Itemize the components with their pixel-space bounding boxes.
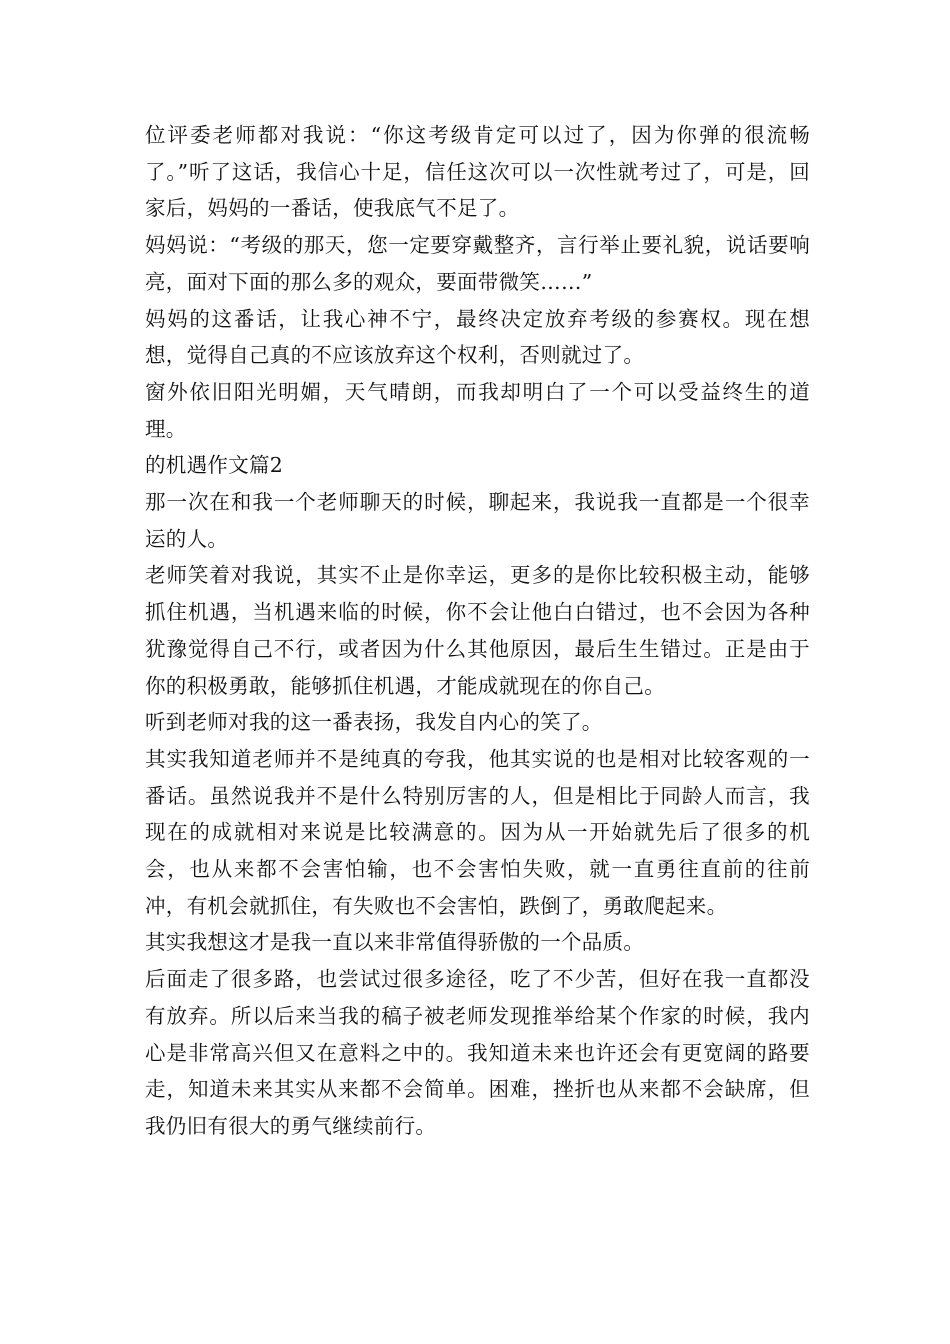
- paragraph: 后面走了很多路，也尝试过很多途径，吃了不少苦，但好在我一直都没有放弃。所以后来当我的稿子被老师发现推举给某个作家的时候，我内心是非常高兴但又在意料之中的。我知道未来也许还会有更宽阔的路要走，知道未来其实从来都不会简单。困难，挫折也从来都不会缺席，但我仍旧有很大的勇气继续前行。: [145, 967, 810, 1138]
- section-title: 的机遇作文篇2: [145, 453, 284, 478]
- document-body: [145, 117, 810, 1145]
- paragraph: 其实我想这才是我一直以来非常值得骄傲的一个品质。: [145, 930, 645, 955]
- paragraph: 其实我知道老师并不是纯真的夸我，他其实说的也是相对比较客观的一番话。虽然说我并不是什么特别厉害的人，但是相比于同龄人而言，我现在的成就相对来说是比较满意的。因为从一开始就先后了很多的机会，也从来都不会害怕输，也不会害怕失败，就一直勇往直前的往前冲，有机会就抓住，有失败也不会害怕，跌倒了，勇敢爬起来。: [145, 746, 810, 918]
- paragraph: 老师笑着对我说，其实不止是你幸运，更多的是你比较积极主动，能够抓住机遇，当机遇来临的时候，你不会让他白白错过，也不会因为各种犹豫觉得自己不行，或者因为什么其他原因，最后生生错过。正是由于你的积极勇敢，能够抓住机遇，才能成就现在的你自己。: [145, 563, 810, 698]
- paragraph: 妈妈的这番话，让我心神不宁，最终决定放弃考级的参赛权。现在想想，觉得自己真的不应该放弃这个权利，否则就过了。: [145, 306, 810, 368]
- paragraph: 那一次在和我一个老师聊天的时候，聊起来，我说我一直都是一个很幸运的人。: [145, 490, 810, 551]
- paragraph: 妈妈说：“考级的那天，您一定要穿戴整齐，言行举止要礼貌，说话要响亮，面对下面的那么多的观众，要面带微笑……”: [145, 233, 810, 294]
- paragraph: 听到老师对我的这一番表扬，我发自内心的笑了。: [145, 710, 603, 735]
- paragraph: 窗外依旧阳光明媚，天气晴朗，而我却明白了一个可以受益终生的道理。: [145, 379, 810, 441]
- paragraph: 位评委老师都对我说：“你这考级肯定可以过了，因为你弹的很流畅了。”听了这话，我信心十足，信任这次可以一次性就考过了，可是，回家后，妈妈的一番话，使我底气不足了。: [145, 123, 810, 221]
